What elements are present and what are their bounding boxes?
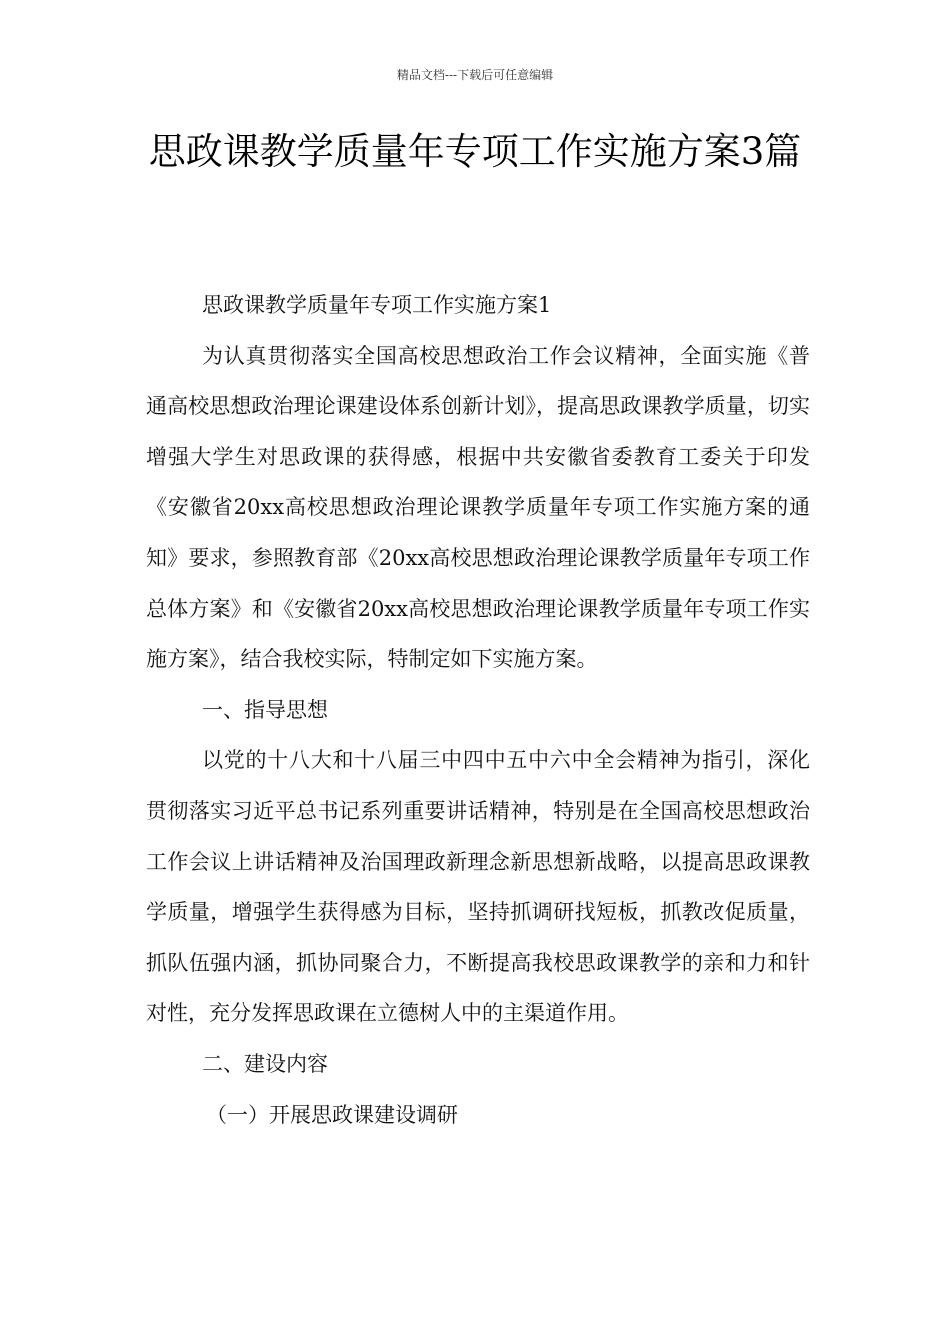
document-body <box>146 280 810 1140</box>
subsection-heading-research: （一）开展思政课建设调研 <box>206 1102 458 1127</box>
header-note: 精品文档---下载后可任意编辑 <box>396 68 554 82</box>
section-heading-guiding-thought: 一、指导思想 <box>202 697 328 722</box>
document-title: 思政课教学质量年专项工作实施方案3篇 <box>148 130 802 173</box>
section-heading-construction-content: 二、建设内容 <box>202 1051 328 1076</box>
plan-subtitle: 思政课教学质量年专项工作实施方案1 <box>202 293 552 317</box>
intro-paragraph: 为认真贯彻落实全国高校思想政治工作会议精神，全面实施《普通高校思想政治理论课建设体系创新计划》，提高思政课教学质量，切实增强大学生对思政课的获得感，根据中共安徽省委教育工委关于印发《安徽省20xx高校思想政治理论课教学质量年专项工作实施方案的通知》要求，参照教育部《20xx高校思想政治理论课教学质量年专项工作总体方案》和《安徽省20xx高校思想政治理论课教学质量年专项工作实施方案》，结合我校实际，特制定如下实施方案。 <box>146 343 810 672</box>
guiding-thought-paragraph: 以党的十八大和十八届三中四中五中六中全会精神为指引，深化贯彻落实习近平总书记系列重要讲话精神，特别是在全国高校思想政治工作会议上讲话精神及治国理政新理念新思想新战略，以提高思政课教学质量，增强学生获得感为目标，坚持抓调研找短板，抓教改促质量，抓队伍强内涵，抓协同聚合力，不断提高我校思政课教学的亲和力和针对性，充分发挥思政课在立德树人中的主渠道作用。 <box>146 748 810 1026</box>
